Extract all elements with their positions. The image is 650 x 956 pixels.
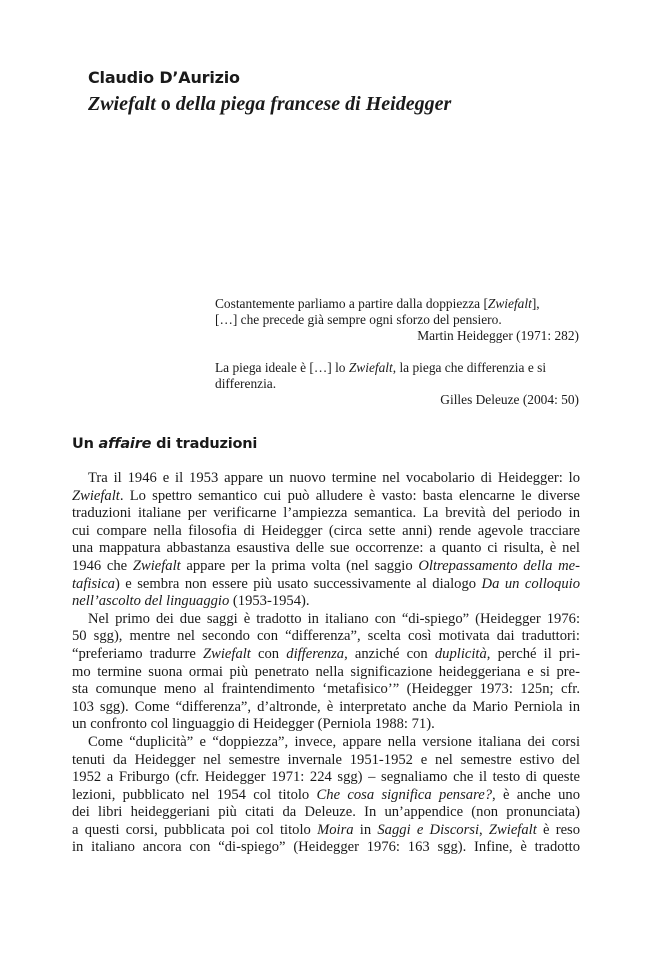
body-text bbox=[72, 470, 580, 857]
term-italic: Zwiefalt bbox=[132, 557, 181, 574]
author-name: Claudio D’Aurizio bbox=[88, 68, 240, 87]
term-italic: Zwiefalt bbox=[72, 487, 120, 504]
text-line bbox=[72, 593, 580, 611]
epigraph-text: […] che precede già sempre ogni sforzo del pensiero. bbox=[215, 312, 502, 327]
epigraph-source: Gilles Deleuze (2004: 50) bbox=[440, 392, 579, 407]
text-run: , è anche uno bbox=[492, 786, 580, 803]
text-line bbox=[72, 646, 580, 664]
text-run: , perché il pri- bbox=[486, 645, 580, 662]
text-line: sta comunque meno al fraintendimento ‘metafisico’” (Heidegger 1973: 125n; cfr. bbox=[72, 681, 580, 698]
epigraph-heidegger bbox=[215, 296, 579, 344]
text-line bbox=[72, 787, 580, 805]
text-line bbox=[72, 558, 580, 576]
work-title-italic: Che cosa significa pensare? bbox=[316, 786, 492, 803]
text-run: appare per la prima volta (nel saggio bbox=[180, 557, 419, 574]
text-run: è reso bbox=[536, 821, 581, 838]
text-line: traduzioni italiane per verificarne l’ampiezza semantica. La brevità del periodo in bbox=[72, 505, 580, 522]
title-rest: della piega francese di Heidegger bbox=[175, 93, 452, 115]
text-line: cui compare nella filosofia di Heidegger (circa sette anni) rende agevole tracciare bbox=[72, 522, 580, 539]
work-title-italic: Oltrepassamento della me- bbox=[418, 557, 580, 574]
text-line: 1952 a Friburgo (cfr. Heidegger 1971: 224 sgg) – segnaliamo che il testo di queste bbox=[72, 769, 580, 786]
epigraph-text: , la piega che differenzia e si bbox=[392, 360, 547, 375]
section-heading-text: di traduzioni bbox=[151, 436, 258, 452]
word-italic: duplicità bbox=[434, 645, 487, 662]
text-run: 1946 che bbox=[72, 557, 133, 574]
work-title-italic: nell’ascolto del linguaggio bbox=[72, 593, 230, 610]
epigraph-text: ], bbox=[531, 296, 540, 311]
work-title-italic: Moira bbox=[317, 821, 354, 838]
section-heading bbox=[72, 436, 257, 452]
text-line: 103 sgg). Come “differenza”, d’altronde, è interpretato anche da Mario Perniola in bbox=[72, 698, 580, 715]
text-run: (1953-1954). bbox=[229, 593, 310, 610]
term-italic: Zwiefalt bbox=[203, 645, 251, 662]
text-run: . Lo spettro semantico cui può alludere è vasto: basta elencarne le diverse bbox=[119, 487, 580, 504]
text-run: “preferiamo tradurre bbox=[72, 645, 204, 662]
text-line: Tra il 1946 e il 1953 appare un nuovo termine nel vocabolario di Heidegger: lo bbox=[88, 470, 580, 486]
epigraph-quote bbox=[215, 296, 579, 328]
text-run: con bbox=[250, 645, 287, 662]
chapter-title bbox=[88, 93, 451, 116]
text-run: in bbox=[353, 821, 378, 838]
epigraph-text: Costantemente parliamo a partire dalla doppiezza [ bbox=[215, 296, 488, 311]
epigraph-deleuze bbox=[215, 360, 579, 408]
epigraph-quote bbox=[215, 360, 579, 392]
term-italic: Zwiefalt bbox=[488, 821, 537, 838]
epigraph-term: Zwiefalt bbox=[348, 360, 393, 375]
work-title-italic: tafisica bbox=[72, 575, 115, 592]
text-line: in italiano ancora con “di-spiego” (Heidegger 1976: 163 sgg). Infine, è tradotto bbox=[72, 839, 580, 856]
work-title-italic: Saggi e Discorsi bbox=[377, 821, 480, 838]
work-title-italic: Da un colloquio bbox=[481, 575, 580, 592]
text-line: mo termine suona ormai più penetrato nella significazione heideggeriana e si pre- bbox=[72, 663, 580, 680]
text-line: una mappatura abbastanza esaustiva delle sue occorrenze: a quanto ci risulta, è nel bbox=[72, 540, 580, 557]
word-italic: differenza bbox=[286, 645, 345, 662]
text-run: lezioni, pubblicato nel 1954 col titolo bbox=[72, 786, 317, 803]
section-heading-italic: affaire bbox=[98, 436, 152, 452]
text-run: ) e sembra non essere più usato successivamente al dialogo bbox=[114, 575, 482, 592]
title-term: Zwiefalt bbox=[88, 93, 156, 115]
text-line bbox=[72, 822, 580, 840]
text-line bbox=[72, 488, 580, 506]
text-run: a questi corsi, pubblicata poi col titolo bbox=[72, 821, 318, 838]
text-line: un confronto col linguaggio di Heidegger (Perniola 1988: 71). bbox=[72, 716, 435, 733]
text-line bbox=[72, 576, 580, 594]
text-line: Come “duplicità” e “doppiezza”, invece, appare nella versione italiana dei corsi bbox=[88, 733, 580, 750]
epigraph-term: Zwiefalt bbox=[487, 296, 532, 311]
epigraph-source: Martin Heidegger (1971: 282) bbox=[417, 328, 579, 343]
text-line: dei libri heideggeriani più citati da Deleuze. In un’appendice (non pronunciata) bbox=[72, 804, 580, 821]
text-line: Nel primo dei due saggi è tradotto in italiano con “di-spiego” (Heidegger 1976: bbox=[88, 610, 580, 627]
epigraph-text: differenzia. bbox=[215, 376, 277, 391]
text-line: tenuti da Heidegger nel semestre invernale 1951-1952 e nel semestre estivo del bbox=[72, 751, 580, 768]
epigraph-text: La piega ideale è […] lo bbox=[215, 360, 349, 375]
text-line: 50 sgg), mentre nel secondo con “differenza”, scelta così motivata dai traduttori: bbox=[72, 628, 580, 645]
text-run: , bbox=[479, 821, 489, 838]
title-conjunction: o bbox=[155, 93, 176, 115]
section-heading-text: Un bbox=[72, 436, 99, 452]
text-run: , anziché con bbox=[344, 645, 435, 662]
